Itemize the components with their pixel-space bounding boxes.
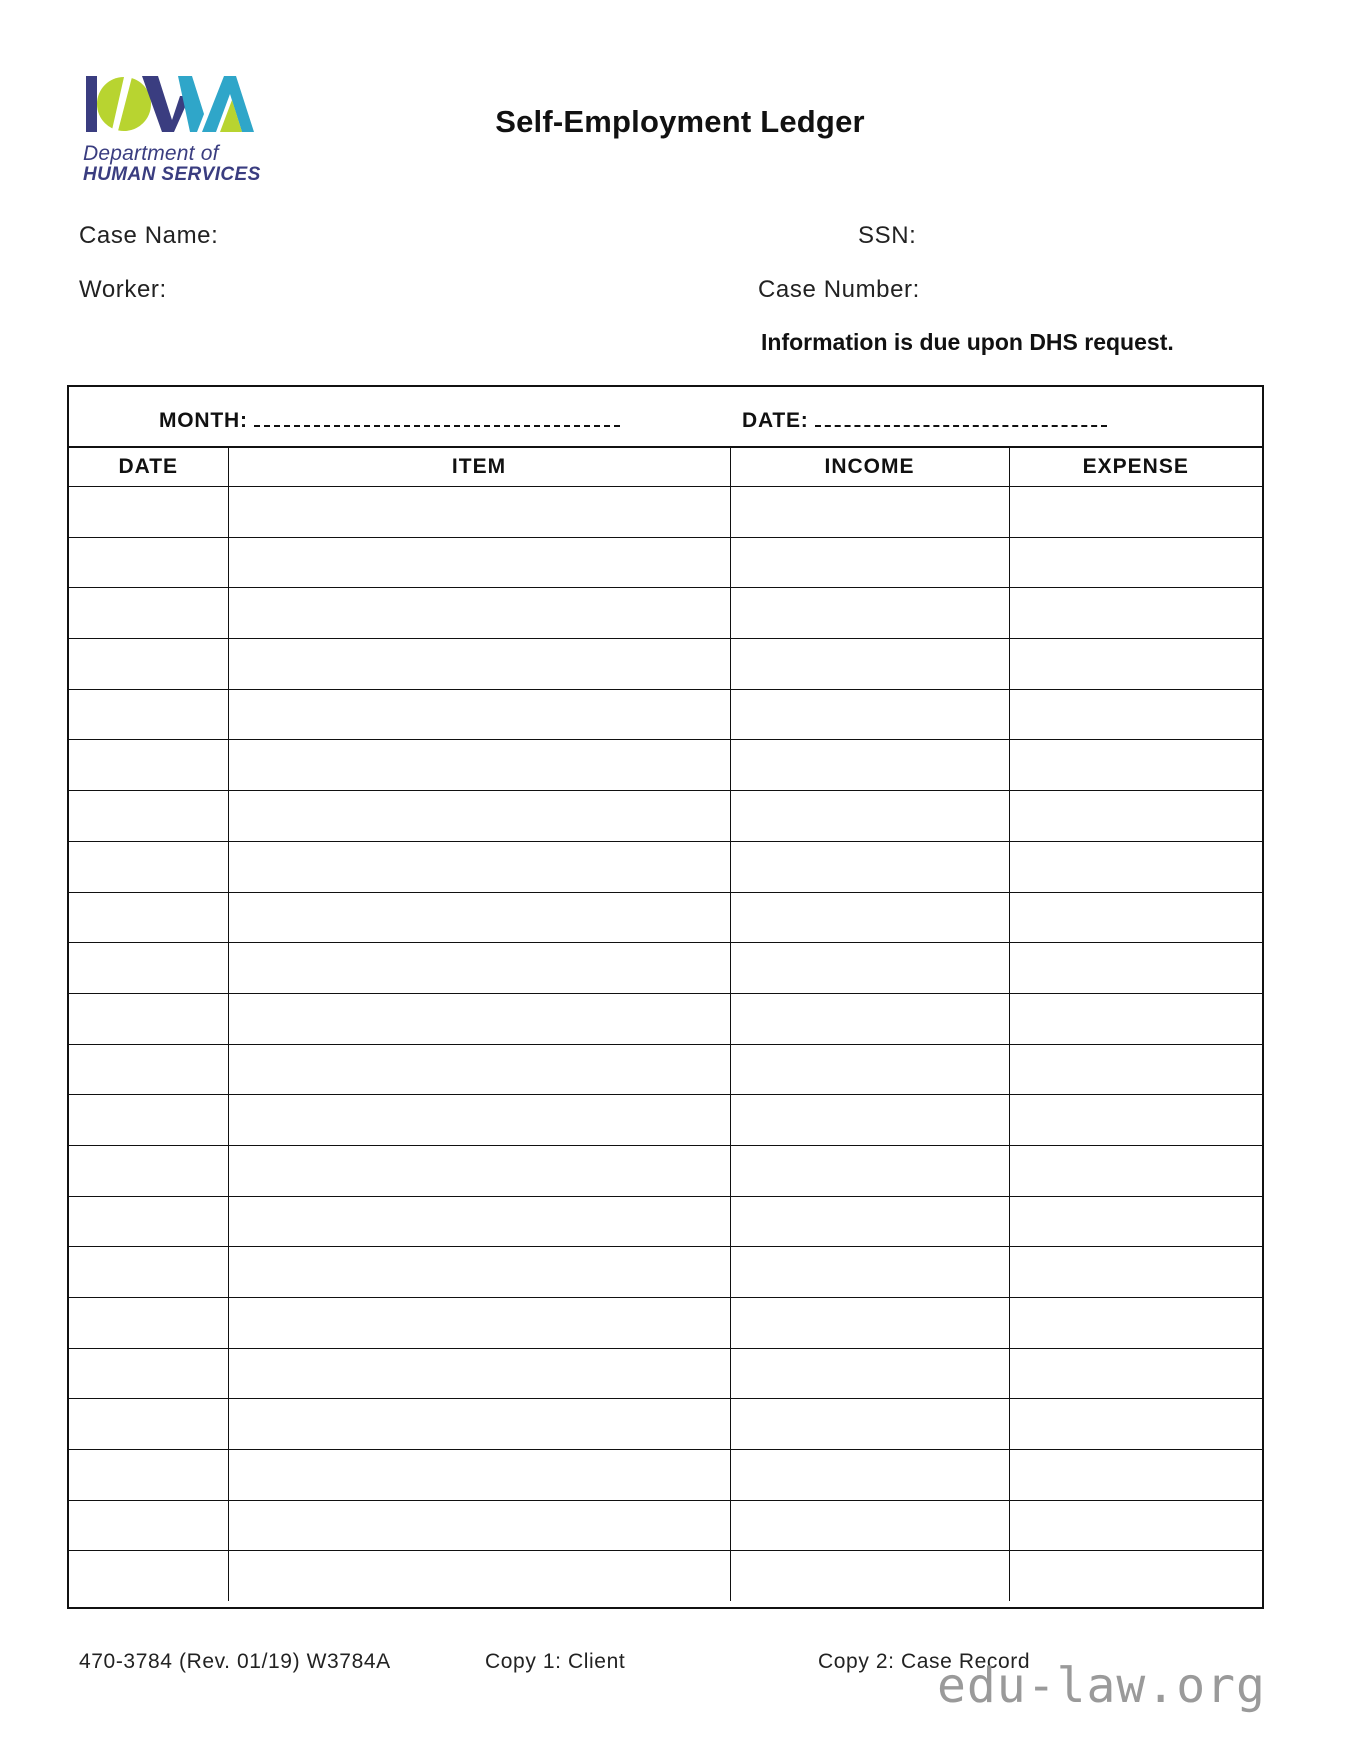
table-row bbox=[69, 1500, 1262, 1551]
cell-date[interactable] bbox=[69, 1044, 228, 1095]
cell-expense[interactable] bbox=[1009, 1196, 1262, 1247]
cell-item[interactable] bbox=[228, 1145, 730, 1196]
table-row bbox=[69, 1196, 1262, 1247]
cell-item[interactable] bbox=[228, 791, 730, 842]
cell-expense[interactable] bbox=[1009, 1145, 1262, 1196]
cell-income[interactable] bbox=[730, 1095, 1009, 1146]
table-row bbox=[69, 892, 1262, 943]
cell-date[interactable] bbox=[69, 1551, 228, 1601]
ledger-rows bbox=[69, 487, 1262, 1602]
cell-income[interactable] bbox=[730, 588, 1009, 639]
due-notice: Information is due upon DHS request. bbox=[761, 329, 1174, 355]
cell-item[interactable] bbox=[228, 1298, 730, 1349]
cell-item[interactable] bbox=[228, 487, 730, 538]
cell-item[interactable] bbox=[228, 1348, 730, 1399]
table-row bbox=[69, 689, 1262, 740]
cell-item[interactable] bbox=[228, 1196, 730, 1247]
cell-date[interactable] bbox=[69, 1500, 228, 1551]
cell-expense[interactable] bbox=[1009, 1551, 1262, 1601]
cell-expense[interactable] bbox=[1009, 487, 1262, 538]
cell-item[interactable] bbox=[228, 1450, 730, 1501]
cell-expense[interactable] bbox=[1009, 841, 1262, 892]
cell-date[interactable] bbox=[69, 689, 228, 740]
cell-income[interactable] bbox=[730, 1298, 1009, 1349]
cell-expense[interactable] bbox=[1009, 943, 1262, 994]
cell-income[interactable] bbox=[730, 537, 1009, 588]
cell-date[interactable] bbox=[69, 537, 228, 588]
cell-item[interactable] bbox=[228, 588, 730, 639]
cell-date[interactable] bbox=[69, 639, 228, 690]
copy-1-label: Copy 1: Client bbox=[485, 1650, 626, 1673]
column-header-expense: EXPENSE bbox=[1009, 448, 1262, 487]
cell-item[interactable] bbox=[228, 892, 730, 943]
case-name-label: Case Name: bbox=[79, 222, 219, 249]
cell-income[interactable] bbox=[730, 892, 1009, 943]
cell-date[interactable] bbox=[69, 1247, 228, 1298]
cell-income[interactable] bbox=[730, 1196, 1009, 1247]
copy-2-label: Copy 2: Case Record bbox=[818, 1650, 1031, 1673]
cell-income[interactable] bbox=[730, 841, 1009, 892]
cell-income[interactable] bbox=[730, 943, 1009, 994]
cell-expense[interactable] bbox=[1009, 993, 1262, 1044]
cell-expense[interactable] bbox=[1009, 740, 1262, 791]
cell-date[interactable] bbox=[69, 1450, 228, 1501]
cell-expense[interactable] bbox=[1009, 1348, 1262, 1399]
column-header-date: DATE bbox=[69, 448, 228, 487]
cell-expense[interactable] bbox=[1009, 1298, 1262, 1349]
cell-date[interactable] bbox=[69, 1145, 228, 1196]
cell-income[interactable] bbox=[730, 639, 1009, 690]
table-row bbox=[69, 1298, 1262, 1349]
table-row bbox=[69, 1095, 1262, 1146]
cell-date[interactable] bbox=[69, 588, 228, 639]
ssn-label: SSN: bbox=[858, 222, 917, 249]
table-row bbox=[69, 943, 1262, 994]
logo-agency-text: HUMAN SERVICES bbox=[83, 164, 261, 185]
cell-expense[interactable] bbox=[1009, 588, 1262, 639]
cell-date[interactable] bbox=[69, 1399, 228, 1450]
date-label: DATE: bbox=[742, 409, 809, 432]
case-number-label: Case Number: bbox=[758, 276, 920, 303]
cell-expense[interactable] bbox=[1009, 639, 1262, 690]
table-row bbox=[69, 537, 1262, 588]
table-row bbox=[69, 1044, 1262, 1095]
cell-item[interactable] bbox=[228, 841, 730, 892]
cell-income[interactable] bbox=[730, 791, 1009, 842]
month-date-row bbox=[69, 387, 1262, 448]
page-title: Self-Employment Ledger bbox=[495, 104, 865, 139]
cell-income[interactable] bbox=[730, 1450, 1009, 1501]
cell-date[interactable] bbox=[69, 993, 228, 1044]
cell-expense[interactable] bbox=[1009, 689, 1262, 740]
cell-expense[interactable] bbox=[1009, 1044, 1262, 1095]
table-row bbox=[69, 841, 1262, 892]
cell-item[interactable] bbox=[228, 689, 730, 740]
table-row bbox=[69, 1145, 1262, 1196]
worker-label: Worker: bbox=[79, 276, 167, 303]
table-row bbox=[69, 791, 1262, 842]
form-id: 470-3784 (Rev. 01/19) W3784A bbox=[79, 1650, 391, 1673]
cell-item[interactable] bbox=[228, 943, 730, 994]
cell-item[interactable] bbox=[228, 740, 730, 791]
table-row bbox=[69, 1450, 1262, 1501]
ledger-grid bbox=[69, 448, 1262, 1601]
cell-income[interactable] bbox=[730, 1145, 1009, 1196]
watermark: edu-law.org bbox=[937, 1658, 1266, 1714]
cell-date[interactable] bbox=[69, 1348, 228, 1399]
month-field[interactable] bbox=[254, 405, 620, 427]
table-row bbox=[69, 1399, 1262, 1450]
cell-item[interactable] bbox=[228, 1247, 730, 1298]
cell-expense[interactable] bbox=[1009, 1399, 1262, 1450]
logo-department-text: Department of bbox=[83, 142, 219, 165]
table-row bbox=[69, 1348, 1262, 1399]
column-header-income: INCOME bbox=[730, 448, 1009, 487]
cell-date[interactable] bbox=[69, 943, 228, 994]
cell-expense[interactable] bbox=[1009, 1247, 1262, 1298]
cell-income[interactable] bbox=[730, 1500, 1009, 1551]
cell-income[interactable] bbox=[730, 1348, 1009, 1399]
cell-income[interactable] bbox=[730, 1044, 1009, 1095]
cell-expense[interactable] bbox=[1009, 1095, 1262, 1146]
cell-item[interactable] bbox=[228, 1399, 730, 1450]
cell-item[interactable] bbox=[228, 639, 730, 690]
cell-date[interactable] bbox=[69, 1298, 228, 1349]
cell-income[interactable] bbox=[730, 740, 1009, 791]
cell-income[interactable] bbox=[730, 1551, 1009, 1601]
table-row bbox=[69, 1247, 1262, 1298]
cell-expense[interactable] bbox=[1009, 791, 1262, 842]
cell-income[interactable] bbox=[730, 487, 1009, 538]
cell-date[interactable] bbox=[69, 791, 228, 842]
cell-income[interactable] bbox=[730, 993, 1009, 1044]
month-label: MONTH: bbox=[159, 409, 248, 432]
cell-income[interactable] bbox=[730, 689, 1009, 740]
ledger-table bbox=[67, 385, 1264, 1609]
cell-item[interactable] bbox=[228, 1551, 730, 1601]
table-row bbox=[69, 639, 1262, 690]
cell-date[interactable] bbox=[69, 1196, 228, 1247]
cell-item[interactable] bbox=[228, 993, 730, 1044]
table-row bbox=[69, 740, 1262, 791]
cell-expense[interactable] bbox=[1009, 1450, 1262, 1501]
cell-date[interactable] bbox=[69, 740, 228, 791]
cell-date[interactable] bbox=[69, 487, 228, 538]
cell-item[interactable] bbox=[228, 1095, 730, 1146]
table-row bbox=[69, 993, 1262, 1044]
cell-item[interactable] bbox=[228, 537, 730, 588]
cell-expense[interactable] bbox=[1009, 892, 1262, 943]
cell-income[interactable] bbox=[730, 1247, 1009, 1298]
cell-expense[interactable] bbox=[1009, 1500, 1262, 1551]
cell-date[interactable] bbox=[69, 841, 228, 892]
cell-item[interactable] bbox=[228, 1500, 730, 1551]
column-header-item: ITEM bbox=[228, 448, 730, 487]
cell-date[interactable] bbox=[69, 892, 228, 943]
table-row bbox=[69, 1551, 1262, 1601]
cell-item[interactable] bbox=[228, 1044, 730, 1095]
date-field[interactable] bbox=[815, 405, 1107, 427]
cell-income[interactable] bbox=[730, 1399, 1009, 1450]
table-row bbox=[69, 588, 1262, 639]
cell-expense[interactable] bbox=[1009, 537, 1262, 588]
table-row bbox=[69, 487, 1262, 538]
cell-date[interactable] bbox=[69, 1095, 228, 1146]
